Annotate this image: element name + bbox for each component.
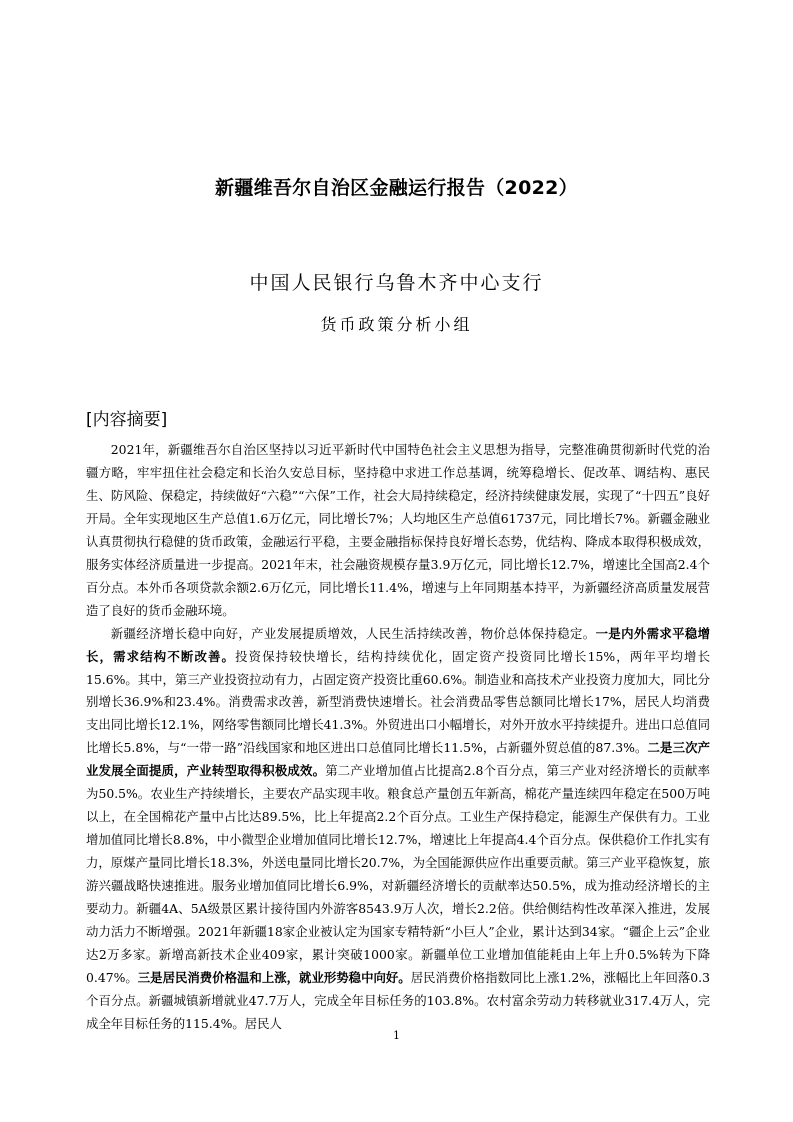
page-number: 1 [393,1029,400,1042]
p2-text-2: 第二产业增加值占比提高2.8个百分点，第三产业对经济增长的贡献率为50.5%。农业生产持续增长，主要农产品实现丰收。粮食总产量创五年新高，棉花产量连续四年稳定在500万吨以上，在全国棉花产量中占比达89.5%，比上年提高2.2个百分点。工业生产保持稳定，能源生产保供有力。工业增加值同比增长8.8%，中小微型企业增加值同比增长12.7%，增速比上年提高4.4个百分点。保供稳价工作扎实有力，原煤产量同比增长18.3%，外送电量同比增长20.7%，为全国能源供应作出重要贡献。第三产业平稳恢复，旅游兴疆战略快速推进。服务业增加值同比增长6.9%，对新疆经济增长的贡献率达50.5%，成为推动经济增长的主要动力。新疆4A、5A级景区累计接待国内外游客8543.9万人次，增长2.2倍。供给侧结构性改革深入推进，发展动力活力不断增强。2021年新疆18家企业被认定为国家专精特新“小巨人”企业，累计达到34家。“疆企上云”企业达2万多家。新增高新技术企业409家，累计突破1000家。新疆单位工业增加值能耗由上年上升0.5%转为下降0.47%。 [86,763,710,985]
report-title: 新疆维吾尔自治区金融运行报告（2022） [215,177,578,199]
p2-highlight-3: 三是居民消费价格温和上涨，就业形势稳中向好。 [137,969,411,985]
organization-name: 中国人民银行乌鲁木齐中心支行 [249,272,544,294]
p2-highlight-2: 二是三次产业发展全面提质，产业转型取得积极成效。 [86,740,710,779]
p2-text-3: 居民消费价格指数同比上涨1.2%，涨幅比上年回落0.3个百分点。新疆城镇新增就业47.7万人，完成全年目标任务的103.8%。农村富余劳动力转移就业317.4万人，完成全年目标任务的115.4%。居民人 [86,969,710,1031]
p2-highlight-1: 一是内外需求平稳增长，需求结构不断改善。 [86,625,711,664]
paragraph-2 [86,623,710,1036]
paragraph-1: 2021年，新疆维吾尔自治区坚持以习近平新时代中国特色社会主义思想为指导，完整准确贯彻新时代党的治疆方略，牢牢扭住社会稳定和长治久安总目标，坚持稳中求进工作总基调，统筹稳增长、促改革、调结构、惠民生、防风险、保稳定，持续做好“六稳”“六保”工作，社会大局持续稳定，经济持续健康发展，实现了“十四五”良好开局。全年实现地区生产总值1.6万亿元，同比增长7%；人均地区生产总值61737元，同比增长7%。新疆金融业认真贯彻执行稳健的货币政策，金融运行平稳，主要金融指标保持良好增长态势，优结构、降成本取得积极成效，服务实体经济质量进一步提高。2021年末，社会融资规模存量3.9万亿元，同比增长12.7%，增速比全国高2.4个百分点。本外币各项贷款余额2.6万亿元，同比增长11.4%，增速与上年同期基本持平，为新疆经济高质量发展营造了良好的货币金融环境。 [86,442,710,618]
document-body [86,439,710,1036]
group-name: 货币政策分析小组 [320,315,473,334]
section-heading: [内容摘要] [86,410,168,430]
p2-intro: 新疆经济增长稳中向好，产业发展提质增效，人民生活持续改善，物价总体保持稳定。 [110,625,596,641]
p2-text-1: 投资保持较快增长，结构持续优化，固定资产投资同比增长15%，两年平均增长15.6%。其中，第三产业投资拉动有力，占固定资产投资比重60.6%。制造业和高技术产业投资力度加大，同比分别增长36.9%和23.4%。消费需求改善，新型消费快速增长。社会消费品零售总额同比增长17%，居民人均消费支出同比增长12.1%，网络零售额同比增长41.3%。外贸进出口小幅增长，对外开放水平持续提升。进出口总值同比增长5.8%，与“一带一路”沿线国家和地区进出口总值同比增长11.5%，占新疆外贸总值的87.3%。 [86,648,711,756]
